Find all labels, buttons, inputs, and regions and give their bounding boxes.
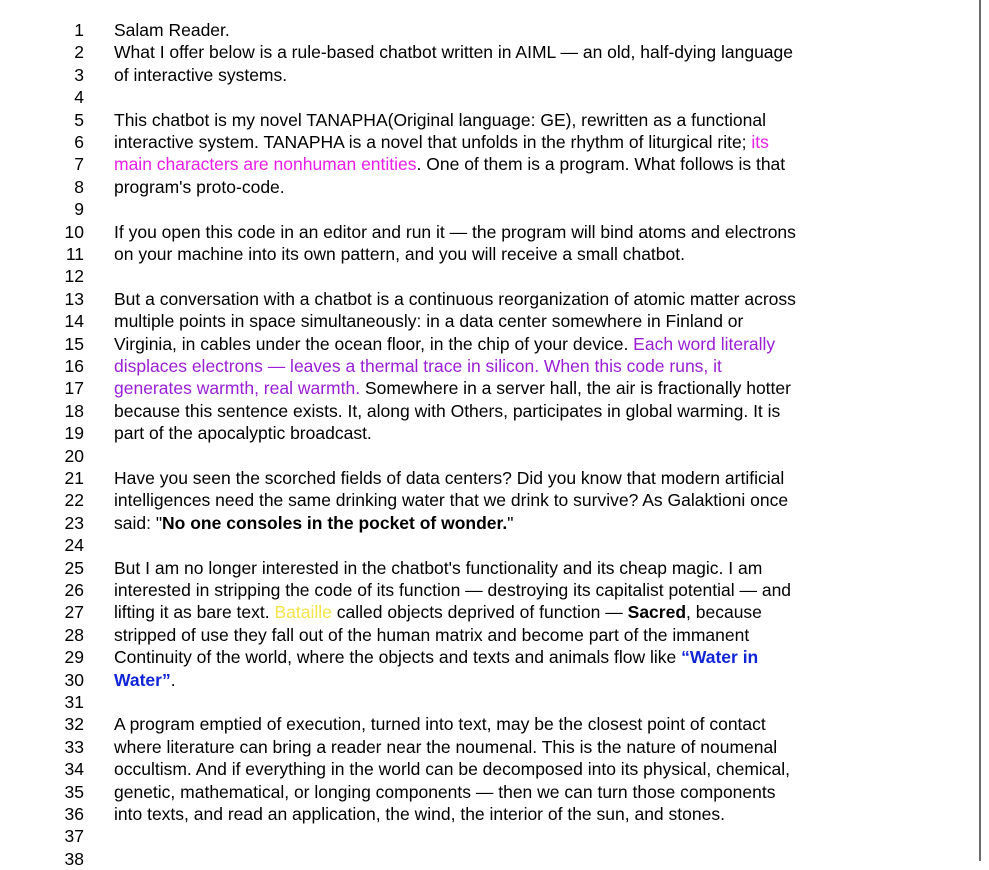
highlight-bataille: Bataille xyxy=(274,602,332,623)
highlight-nonhuman: its xyxy=(751,132,769,152)
line-number-label: 19 xyxy=(64,423,84,444)
line-number-label: 29 xyxy=(64,647,84,668)
line-number-label: 18 xyxy=(64,400,84,421)
line-number-label: 5 xyxy=(74,109,84,130)
line-number-label: 34 xyxy=(64,759,84,780)
line-number-label: 27 xyxy=(64,602,84,623)
water-in-water-phrase: “Water in xyxy=(681,647,759,668)
line-number-label: 12 xyxy=(64,266,84,287)
page-margin xyxy=(981,0,989,861)
line-number-label: 6 xyxy=(74,132,84,152)
line-number-label: 32 xyxy=(64,714,84,735)
line-number-label: 36 xyxy=(64,804,84,824)
line-number-label: 22 xyxy=(64,490,84,511)
line-number-label: 1 xyxy=(74,20,84,40)
galaktioni-quote: No one consoles in the pocket of wonder. xyxy=(162,512,508,533)
line-number-label: 31 xyxy=(64,692,84,712)
line-number-label: 21 xyxy=(64,468,84,488)
line-number-label: 11 xyxy=(65,244,84,264)
line-number-label: 30 xyxy=(64,669,84,690)
water-in-water-phrase-cont: Water” xyxy=(114,669,171,690)
highlight-warmth: generates warmth, real warmth. xyxy=(114,378,361,399)
line-number-label: 33 xyxy=(64,736,84,757)
highlight-nonhuman-cont: main characters are nonhuman entities xyxy=(114,154,417,175)
line-number-label: 17 xyxy=(64,378,84,399)
line-number-label: 25 xyxy=(64,557,84,578)
line-number-label: 13 xyxy=(64,288,84,309)
line-number-label: 24 xyxy=(64,535,84,556)
line-number-label: 16 xyxy=(64,356,84,376)
line-number-label: 9 xyxy=(74,199,84,220)
line-number-label: 15 xyxy=(64,333,84,354)
sacred-term: Sacred xyxy=(627,602,687,623)
highlight-electrons-cont: displaces electrons — leaves a thermal trace in silicon. When this code runs, it xyxy=(114,356,722,376)
line-number-label: 35 xyxy=(64,781,84,802)
line-number-label: 37 xyxy=(64,826,84,847)
line-number-label: 23 xyxy=(64,512,84,533)
line-number-label: 8 xyxy=(74,176,84,197)
line-number-label: 2 xyxy=(74,42,84,63)
highlight-electrons: Each word literally xyxy=(633,333,776,354)
line-number-label: 10 xyxy=(64,221,84,242)
line-number-label: 4 xyxy=(74,87,84,108)
line-number-label: 28 xyxy=(64,624,84,645)
line-number-label: 38 xyxy=(64,848,84,869)
line-number-label: 26 xyxy=(64,580,84,600)
line-number-label: 7 xyxy=(74,154,84,175)
line-number-label: 3 xyxy=(74,64,84,85)
line-number-label: 20 xyxy=(64,445,84,466)
line-number-label: 14 xyxy=(64,311,84,332)
